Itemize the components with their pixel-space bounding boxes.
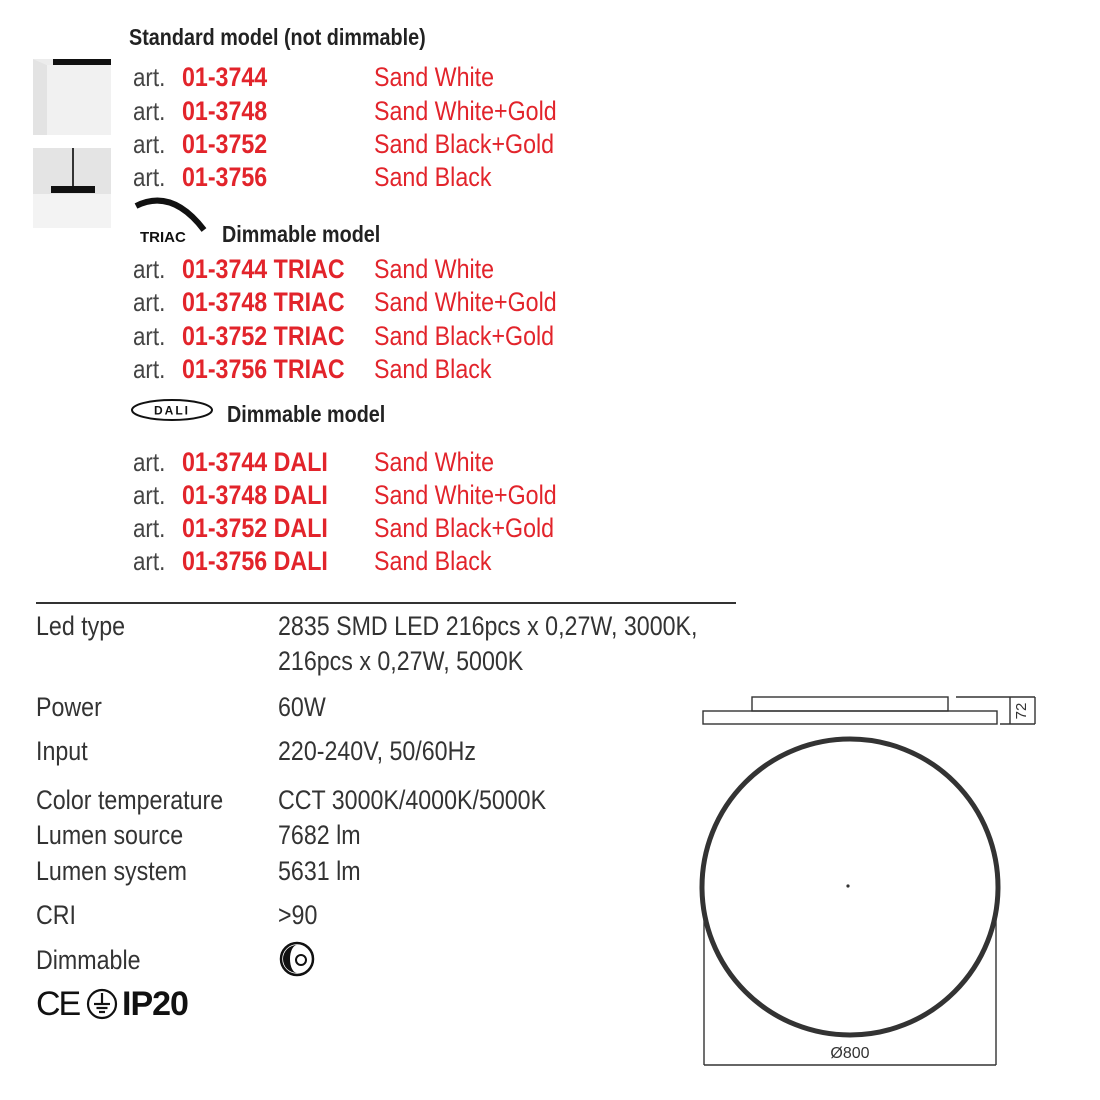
spec-value: 5631 lm [278,856,361,886]
list-item: art. 01-3756 TRIAC Sand Black [133,354,492,384]
diameter-dimension-label: Ø800 [830,1045,870,1062]
dali-badge-icon [130,398,214,422]
ip-rating: IP20 [122,985,188,1023]
divider [36,602,736,604]
list-item: art. 01-3748 Sand White+Gold [133,96,557,126]
spec-value: 216pcs x 0,27W, 5000K [278,646,524,676]
dali-badge-label: DALI [154,403,190,418]
triac-badge-icon [128,192,210,248]
section-title-triac: Dimmable model [222,221,381,247]
ground-icon [86,988,118,1020]
drawing-side-base [752,697,948,711]
height-dimension-label: 72 [1012,702,1030,720]
ce-mark: CE [36,985,80,1023]
spec-value: 220-240V, 50/60Hz [278,736,476,766]
triac-badge-label: TRIAC [140,229,186,246]
technical-drawing [690,680,1050,1080]
list-item: art. 01-3744 TRIAC Sand White [133,254,495,284]
spec-label: Led type [36,611,126,641]
spec-value: 2835 SMD LED 216pcs x 0,27W, 3000K, [278,611,698,641]
spec-label: Lumen source [36,820,184,850]
spec-label: CRI [36,900,76,930]
spec-label: Dimmable [36,945,141,975]
spec-value: CCT 3000K/4000K/5000K [278,785,547,815]
spec-label: Lumen system [36,856,187,886]
spec-value: 7682 lm [278,820,361,850]
spec-label: Power [36,692,102,722]
section-title-dali: Dimmable model [227,401,386,427]
list-item: art. 01-3744 Sand White [133,62,495,92]
list-item: art. 01-3752 TRIAC Sand Black+Gold [133,321,555,351]
drawing-side-panel [703,711,997,724]
list-item: art. 01-3752 Sand Black+Gold [133,129,555,159]
surface-mount-icon [33,55,111,135]
list-item: art. 01-3744 DALI Sand White [133,447,495,477]
spec-value: 60W [278,692,326,722]
list-item: art. 01-3752 DALI Sand Black+Gold [133,513,555,543]
spec-label: Input [36,736,88,766]
pendant-mount-icon [33,148,111,228]
spec-value: >90 [278,900,318,930]
dimmable-icon [278,940,316,978]
list-item: art. 01-3748 TRIAC Sand White+Gold [133,287,557,317]
spec-label: Color temperature [36,785,224,815]
list-item: art. 01-3756 DALI Sand Black [133,546,492,576]
drawing-top-view [702,739,998,1035]
list-item: art. 01-3748 DALI Sand White+Gold [133,480,557,510]
list-item: art. 01-3756 Sand Black [133,162,492,192]
section-title-standard: Standard model (not dimmable) [129,24,426,50]
